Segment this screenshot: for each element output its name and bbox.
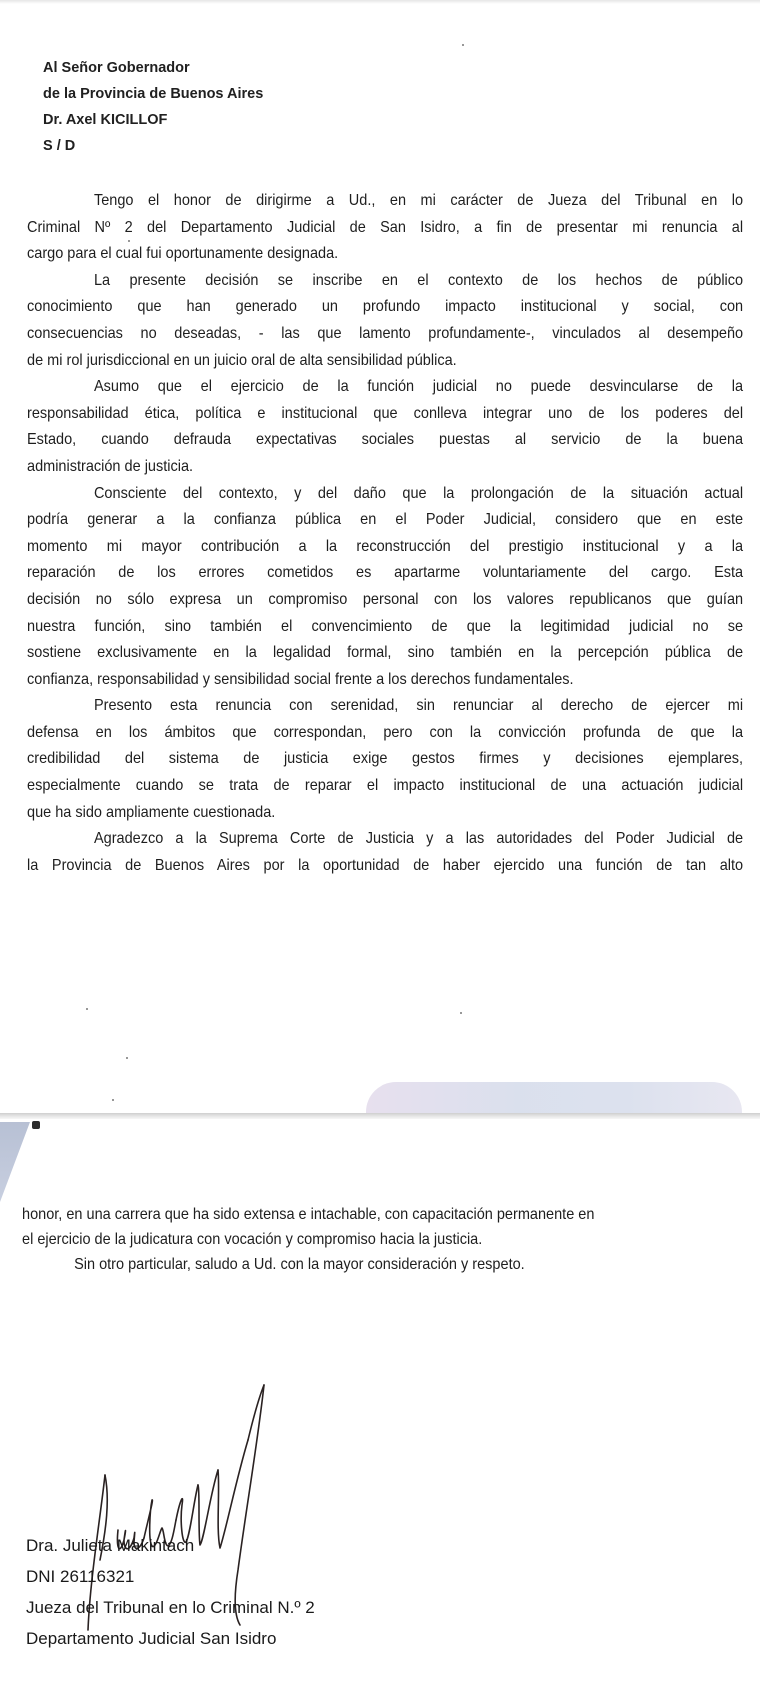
body-text-line: sostiene exclusivamente en la legalidad formal, sino también en la percepción pública de	[27, 644, 744, 662]
body-text-line: decisión no sólo expresa un compromiso personal con los valores republicanos que guían	[27, 590, 744, 608]
body-text-line: Criminal Nº 2 del Departamento Judicial de San Isidro, a fin de presentar mi renuncia al	[27, 218, 744, 236]
body-text-line: conocimiento que han generado un profundo impacto institucional y social, con	[27, 298, 744, 316]
body-text-line: nuestra función, sino también el convencimiento de que la legitimidad judicial no se	[27, 617, 744, 635]
body-text-line: Asumo que el ejercicio de la función judicial no puede desvincularse de la	[93, 378, 744, 396]
body-text-line: la Provincia de Buenos Aires por la oportunidad de haber ejercido una función de tan alto	[27, 856, 744, 874]
signature-block	[26, 1530, 315, 1654]
scan-speck	[128, 240, 130, 242]
body-text-line: credibilidad del sistema de justicia exige gestos firmes y decisiones ejemplares,	[27, 750, 744, 768]
body-text-line: Estado, cuando defrauda expectativas sociales puestas al servicio de la buena	[27, 431, 744, 449]
body-text-line: Presento esta renuncia con serenidad, sin renunciar al derecho de ejercer mi	[93, 697, 744, 715]
body-text-line: que ha sido ampliamente cuestionada.	[27, 803, 276, 821]
signer-dni: DNI 26116321	[26, 1567, 135, 1586]
text-line: honor, en una carrera que ha sido extensa e intachable, con capacitación permanente en	[22, 1206, 595, 1223]
corner-mark	[32, 1121, 40, 1129]
body-text-line: Consciente del contexto, y del daño que la prolongación de la situación actual	[93, 484, 744, 502]
body-text-line: defensa en los ámbitos que correspondan, pero con la convicción profunda de que la	[27, 723, 744, 741]
body-text-line: especialmente cuando se trata de reparar el impacto institucional de una actuación judicial	[27, 777, 744, 795]
addressee-line: S / D	[43, 138, 76, 154]
body-text-line: Tengo el honor de dirigirme a Ud., en mi carácter de Jueza del Tribunal en lo	[93, 192, 744, 209]
letter-body	[27, 188, 743, 879]
letter-page-2-text	[22, 1202, 594, 1277]
scan-speck	[126, 1057, 128, 1059]
scan-speck	[462, 44, 464, 46]
addressee-line: Al Señor Gobernador	[43, 60, 190, 76]
page-corner-fold	[0, 1122, 30, 1202]
addressee-line: de la Provincia de Buenos Aires	[43, 86, 264, 102]
body-text-line: reparación de los errores cometidos es apartarme voluntariamente del cargo. Esta	[27, 564, 744, 582]
scan-speck	[86, 1008, 88, 1010]
body-text-line: podría generar a la confianza pública en el Poder Judicial, considero que en este	[27, 511, 744, 529]
text-line: el ejercicio de la judicatura con vocación y compromiso hacia la justicia.	[22, 1231, 483, 1248]
photo-overlay-shape	[366, 1082, 742, 1114]
scan-speck	[112, 1099, 114, 1101]
body-text-line: momento mi mayor contribución a la reconstrucción del prestigio institucional y a la	[27, 537, 744, 555]
signer-department: Departamento Judicial San Isidro	[26, 1629, 277, 1648]
addressee-line: Dr. Axel KICILLOF	[43, 112, 168, 128]
body-text-line: cargo para el cual fui oportunamente designada.	[27, 245, 339, 263]
signer-name: Dra. Julieta Makintach	[26, 1536, 195, 1555]
page-separator	[0, 1113, 760, 1119]
body-text-line: confianza, responsabilidad y sensibilidad social frente a los derechos fundamentales.	[27, 670, 574, 688]
body-text-line: La presente decisión se inscribe en el contexto de los hechos de público	[93, 271, 744, 289]
signer-title: Jueza del Tribunal en lo Criminal N.º 2	[26, 1598, 315, 1617]
body-text-line: responsabilidad ética, política e institucional que conlleva integrar uno de los poderes del	[27, 404, 744, 422]
page-top-edge	[0, 0, 760, 4]
addressee-block	[43, 55, 263, 159]
body-text-line: administración de justicia.	[27, 457, 194, 475]
body-text-line: Agradezco a la Suprema Corte de Justicia y a las autoridades del Poder Judicial de	[93, 830, 744, 848]
scan-speck	[460, 1012, 462, 1014]
body-text-line: de mi rol jurisdiccional en un juicio oral de alta sensibilidad pública.	[27, 351, 457, 369]
body-text-line: consecuencias no deseadas, - las que lamento profundamente-, vinculados al desempeño	[27, 324, 744, 342]
closing-line: Sin otro particular, saludo a Ud. con la mayor consideración y respeto.	[74, 1256, 525, 1273]
